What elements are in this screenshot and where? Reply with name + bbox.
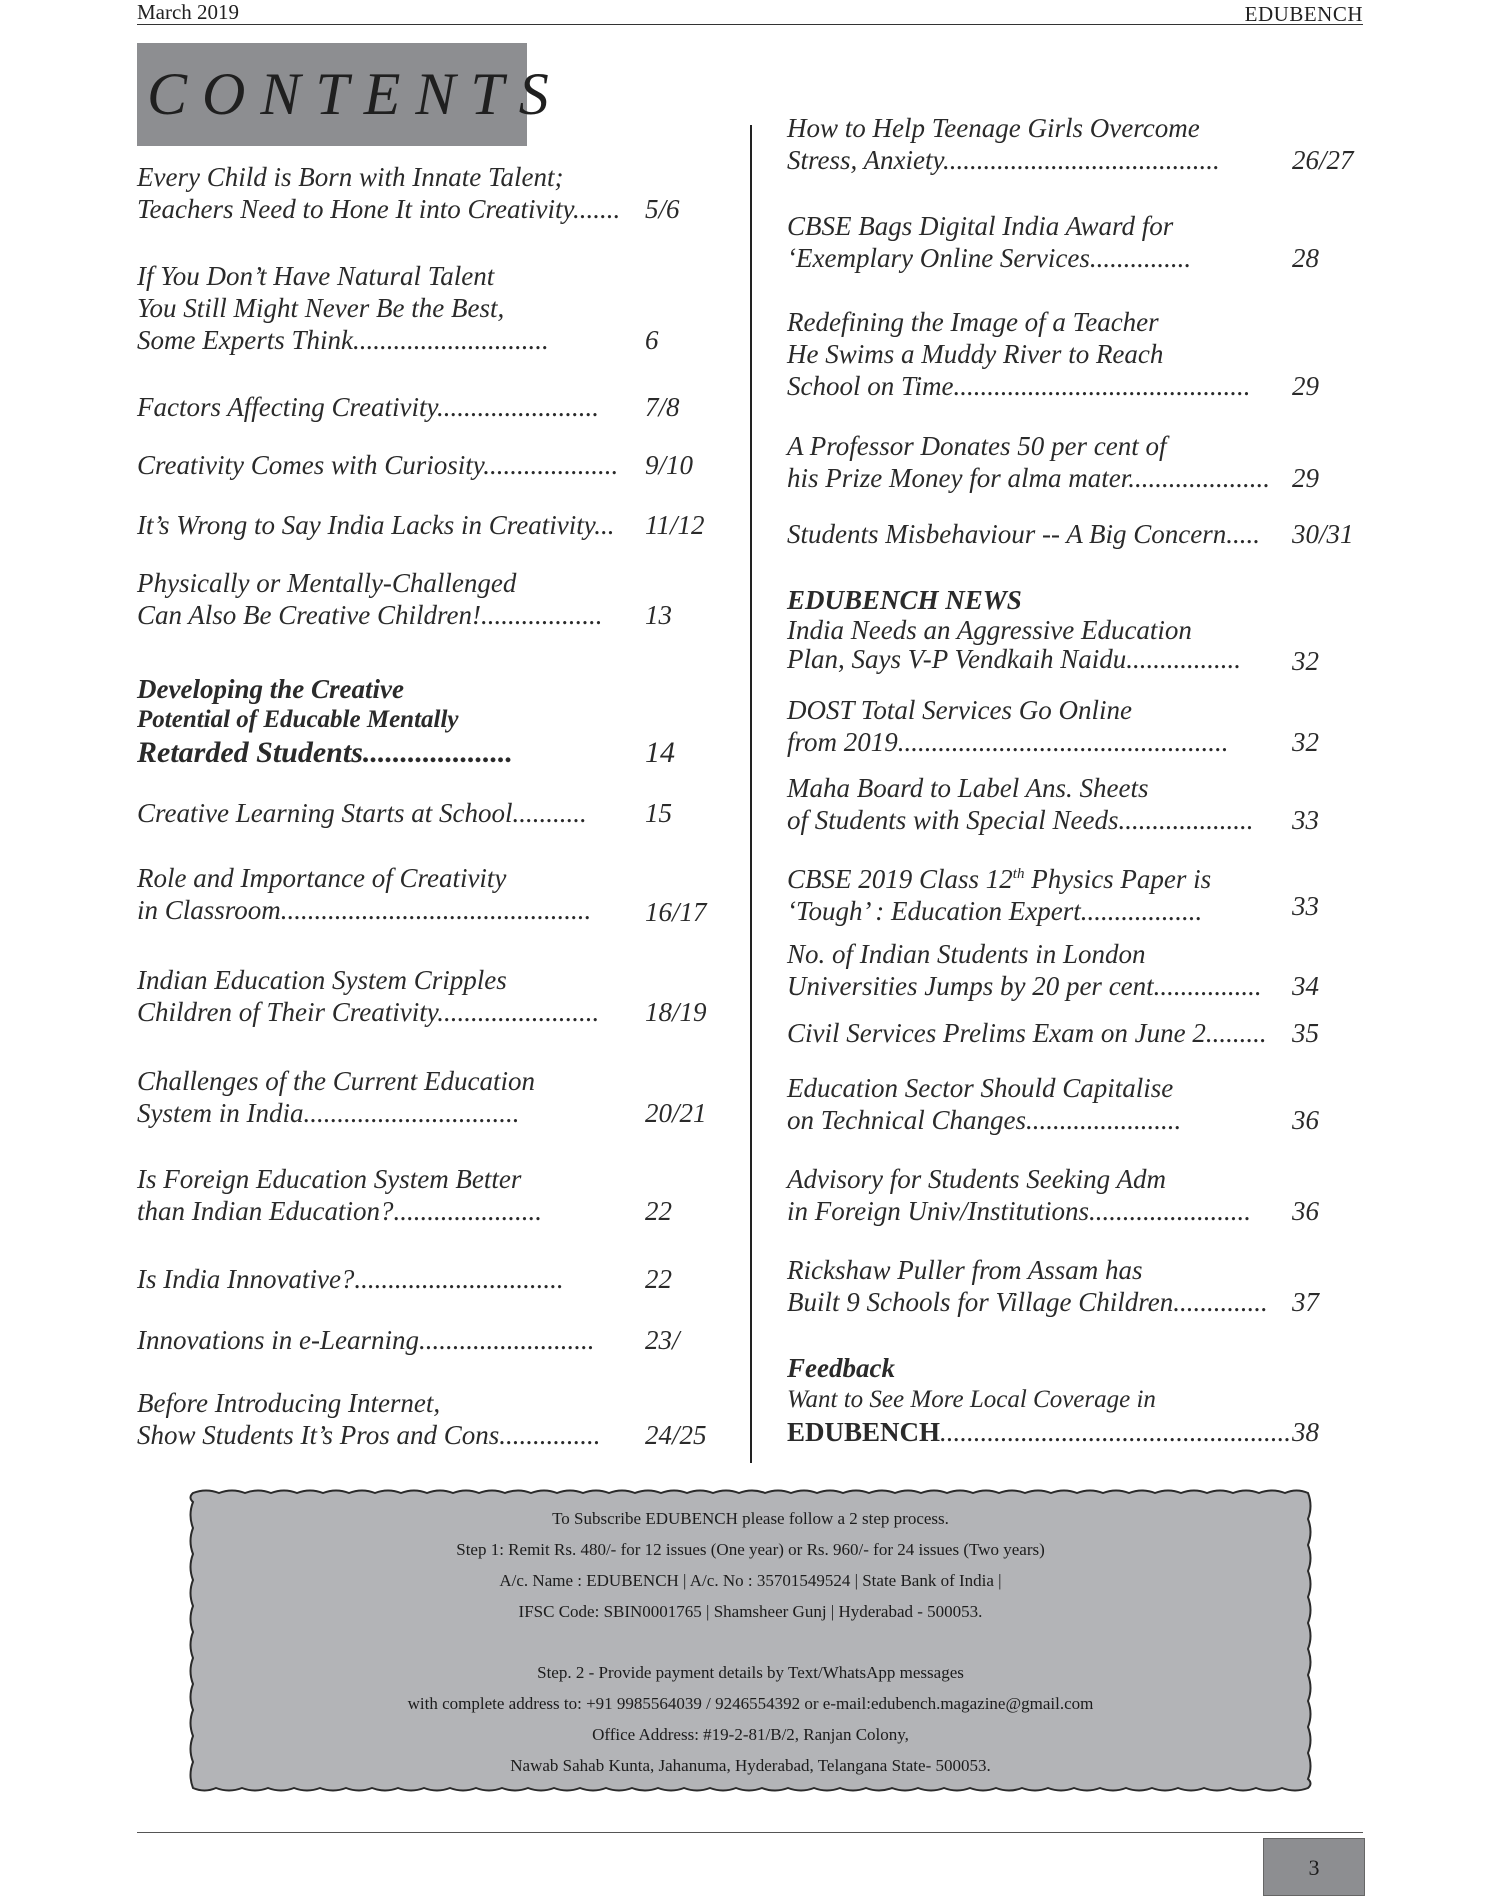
toc-line: DOST Total Services Go Online (787, 695, 1133, 725)
feedback-heading: Feedback (787, 1353, 895, 1383)
toc-line: Is India Innovative?............................... (137, 1264, 564, 1294)
toc-line: Universities Jumps by 20 per cent................ (787, 971, 1262, 1001)
toc-line-part: Physics Paper is (1024, 864, 1212, 894)
toc-line: in Foreign Univ/Institutions........................ (787, 1196, 1251, 1226)
toc-entry-feedback[interactable] (787, 1352, 1377, 1448)
toc-page: 18/19 (645, 997, 707, 1027)
superscript: th (1012, 866, 1025, 882)
toc-entry[interactable] (137, 1163, 717, 1227)
toc-entry[interactable] (787, 694, 1377, 758)
toc-line: Role and Importance of Creativity (137, 863, 507, 893)
toc-page: 7/8 (645, 392, 680, 422)
toc-line: Innovations in e-Learning.......................... (137, 1325, 595, 1355)
toc-page: 33 (1292, 891, 1319, 921)
subscribe-line: IFSC Code: SBIN0001765 | Shamsheer Gunj | Hyderabad - 500053. (518, 1602, 983, 1621)
edubench-label: EDUBENCH (787, 1417, 941, 1447)
subscribe-line: Step 1: Remit Rs. 480/- for 12 issues (One year) or Rs. 960/- for 24 issues (Two years) (456, 1540, 1045, 1559)
toc-line: He Swims a Muddy River to Reach (787, 339, 1164, 369)
toc-entry[interactable] (787, 858, 1377, 927)
toc-line: Maha Board to Label Ans. Sheets (787, 773, 1149, 803)
toc-page: 14 (645, 736, 675, 769)
toc-page: 22 (645, 1264, 672, 1294)
toc-line: in Classroom.............................................. (137, 895, 592, 925)
toc-entry[interactable] (137, 449, 717, 481)
toc-entry[interactable] (787, 112, 1377, 176)
toc-line: ‘Exemplary Online Services............... (787, 243, 1192, 273)
toc-line: Rickshaw Puller from Assam has (787, 1255, 1143, 1285)
subscribe-line: Nawab Sahab Kunta, Jahanuma, Hyderabad, Telangana State- 500053. (510, 1756, 991, 1775)
toc-line: Challenges of the Current Education (137, 1066, 535, 1096)
toc-entry-featured[interactable] (137, 673, 717, 771)
toc-entry[interactable] (137, 964, 717, 1028)
toc-line: Teachers Need to Hone It into Creativity....... (137, 194, 621, 224)
toc-page: 20/21 (645, 1098, 707, 1128)
toc-line: Civil Services Prelims Exam on June 2......... (787, 1018, 1267, 1048)
toc-line: Redefining the Image of a Teacher (787, 307, 1159, 337)
toc-line (787, 1416, 1377, 1448)
toc-page: 9/10 (645, 450, 694, 480)
toc-entry[interactable] (787, 306, 1377, 402)
contents-title: CONTENTS (147, 61, 564, 127)
toc-line: Creative Learning Starts at School........... (137, 798, 587, 828)
toc-line: Show Students It’s Pros and Cons............... (137, 1420, 601, 1450)
toc-line: Creativity Comes with Curiosity.................... (137, 450, 619, 480)
toc-entry[interactable] (787, 1017, 1377, 1049)
toc-line: Potential of Educable Mentally (137, 706, 459, 733)
toc-line: Plan, Says V-P Vendkaih Naidu................. (787, 644, 1241, 674)
subscribe-line: To Subscribe EDUBENCH please follow a 2 step process. (552, 1509, 949, 1528)
toc-line: than Indian Education?...................... (137, 1196, 542, 1226)
toc-line: Before Introducing Internet, (137, 1388, 441, 1418)
news-heading: EDUBENCH NEWS (787, 585, 1022, 615)
subscribe-line: A/c. Name : EDUBENCH | A/c. No : 35701549524 | State Bank of India | (499, 1571, 1002, 1590)
toc-entry[interactable] (787, 772, 1377, 836)
toc-page: 37 (1292, 1287, 1319, 1317)
toc-line: How to Help Teenage Girls Overcome (787, 113, 1200, 143)
toc-page: 16/17 (645, 897, 707, 927)
toc-line: Indian Education System Cripples (137, 965, 507, 995)
toc-line-part: CBSE 2019 Class 12 (787, 864, 1013, 894)
toc-page: 24/25 (645, 1420, 707, 1450)
toc-entry[interactable] (787, 1072, 1377, 1136)
page-number: 3 (1263, 1838, 1365, 1896)
toc-line: You Still Might Never Be the Best, (137, 293, 505, 323)
toc-line: System in India................................ (137, 1098, 520, 1128)
toc-line: Physically or Mentally-Challenged (137, 568, 517, 598)
toc-page: 38 (1292, 1417, 1319, 1447)
toc-entry[interactable] (787, 210, 1377, 274)
toc-entry[interactable] (137, 797, 717, 829)
toc-entry[interactable] (137, 1263, 717, 1295)
toc-line: Children of Their Creativity........................ (137, 997, 600, 1027)
toc-line: Factors Affecting Creativity........................ (137, 392, 599, 422)
toc-entry[interactable] (137, 260, 717, 356)
toc-page: 36 (1292, 1196, 1319, 1226)
toc-page: 35 (1292, 1018, 1319, 1048)
subscription-text (183, 1503, 1318, 1781)
toc-line: Developing the Creative (137, 674, 404, 704)
toc-line: Want to See More Local Coverage in (787, 1386, 1156, 1413)
toc-entry[interactable] (787, 938, 1377, 1002)
subscription-box (183, 1483, 1318, 1798)
toc-line: Education Sector Should Capitalise (787, 1073, 1174, 1103)
toc-page: 29 (1292, 371, 1319, 401)
footer-rule (137, 1832, 1363, 1833)
toc-line: India Needs an Aggressive Education (787, 615, 1192, 645)
toc-line: Some Experts Think............................. (137, 325, 549, 355)
toc-line: Stress, Anxiety......................................... (787, 145, 1220, 175)
toc-line: Built 9 Schools for Village Children.............. (787, 1287, 1268, 1317)
column-divider (750, 125, 752, 1463)
toc-page: 33 (1292, 805, 1319, 835)
toc-line: ‘Tough’ : Education Expert.................. (787, 896, 1203, 926)
toc-line: from 2019................................................. (787, 727, 1229, 757)
toc-line: School on Time............................................ (787, 371, 1251, 401)
toc-page: 22 (645, 1196, 672, 1226)
toc-entry[interactable] (787, 430, 1377, 494)
toc-page: 6 (645, 325, 659, 355)
brand-name: EDUBENCH (1244, 2, 1363, 26)
toc-entry[interactable] (787, 518, 1377, 550)
toc-entry[interactable] (787, 1163, 1377, 1227)
subscribe-line: Step. 2 - Provide payment details by Text/WhatsApp messages (537, 1663, 964, 1682)
toc-page: 36 (1292, 1105, 1319, 1135)
toc-line: CBSE Bags Digital India Award for (787, 211, 1174, 241)
toc-page: 5/6 (645, 194, 680, 224)
toc-line: If You Don’t Have Natural Talent (137, 261, 495, 291)
toc-line: of Students with Special Needs.................... (787, 805, 1254, 835)
toc-page: 32 (1292, 727, 1319, 757)
toc-entry[interactable] (137, 391, 717, 423)
toc-page: 11/12 (645, 510, 705, 540)
header-rule (137, 24, 1363, 25)
toc-page: 34 (1292, 971, 1319, 1001)
toc-line: A Professor Donates 50 per cent of (787, 431, 1167, 461)
toc-line: on Technical Changes....................... (787, 1105, 1182, 1135)
toc-line (787, 858, 1377, 895)
toc-page: 23/ (645, 1325, 680, 1355)
toc-entry-news[interactable] (787, 584, 1377, 674)
toc-page: 26/27 (1292, 145, 1354, 175)
toc-line: No. of Indian Students in London (787, 939, 1146, 969)
toc-entry[interactable] (137, 161, 717, 225)
toc-entry[interactable] (787, 1254, 1377, 1318)
toc-line: Retarded Students.................... (137, 736, 513, 769)
toc-line: Advisory for Students Seeking Adm (787, 1164, 1166, 1194)
contents-title-box (137, 43, 564, 146)
toc-page: 29 (1292, 463, 1319, 493)
toc-entry[interactable] (137, 567, 717, 631)
toc-line: Can Also Be Creative Children!.................. (137, 600, 603, 630)
toc-dots: .................................................... (940, 1417, 1292, 1447)
toc-entry[interactable] (137, 509, 717, 541)
toc-line: Students Misbehaviour -- A Big Concern..... (787, 519, 1260, 549)
toc-page: 28 (1292, 243, 1319, 273)
toc-entry[interactable] (137, 1324, 717, 1356)
toc-page: 13 (645, 600, 672, 630)
toc-page: 32 (1292, 646, 1319, 676)
toc-line: It’s Wrong to Say India Lacks in Creativity... (137, 510, 615, 540)
subscribe-line: Office Address: #19-2-81/B/2, Ranjan Colony, (592, 1725, 909, 1744)
toc-page: 15 (645, 798, 672, 828)
toc-entry[interactable] (137, 1387, 717, 1451)
toc-page: 30/31 (1292, 519, 1354, 549)
toc-entry[interactable] (137, 862, 717, 926)
toc-line: his Prize Money for alma mater..................... (787, 463, 1270, 493)
toc-line: Is Foreign Education System Better (137, 1164, 522, 1194)
issue-date: March 2019 (137, 0, 240, 24)
subscribe-contact[interactable]: with complete address to: +91 9985564039 / 9246554392 or e-mail:edubench.magazine@gmail.com (407, 1694, 1094, 1713)
toc-line: Every Child is Born with Innate Talent; (137, 162, 564, 192)
toc-entry[interactable] (137, 1065, 717, 1129)
